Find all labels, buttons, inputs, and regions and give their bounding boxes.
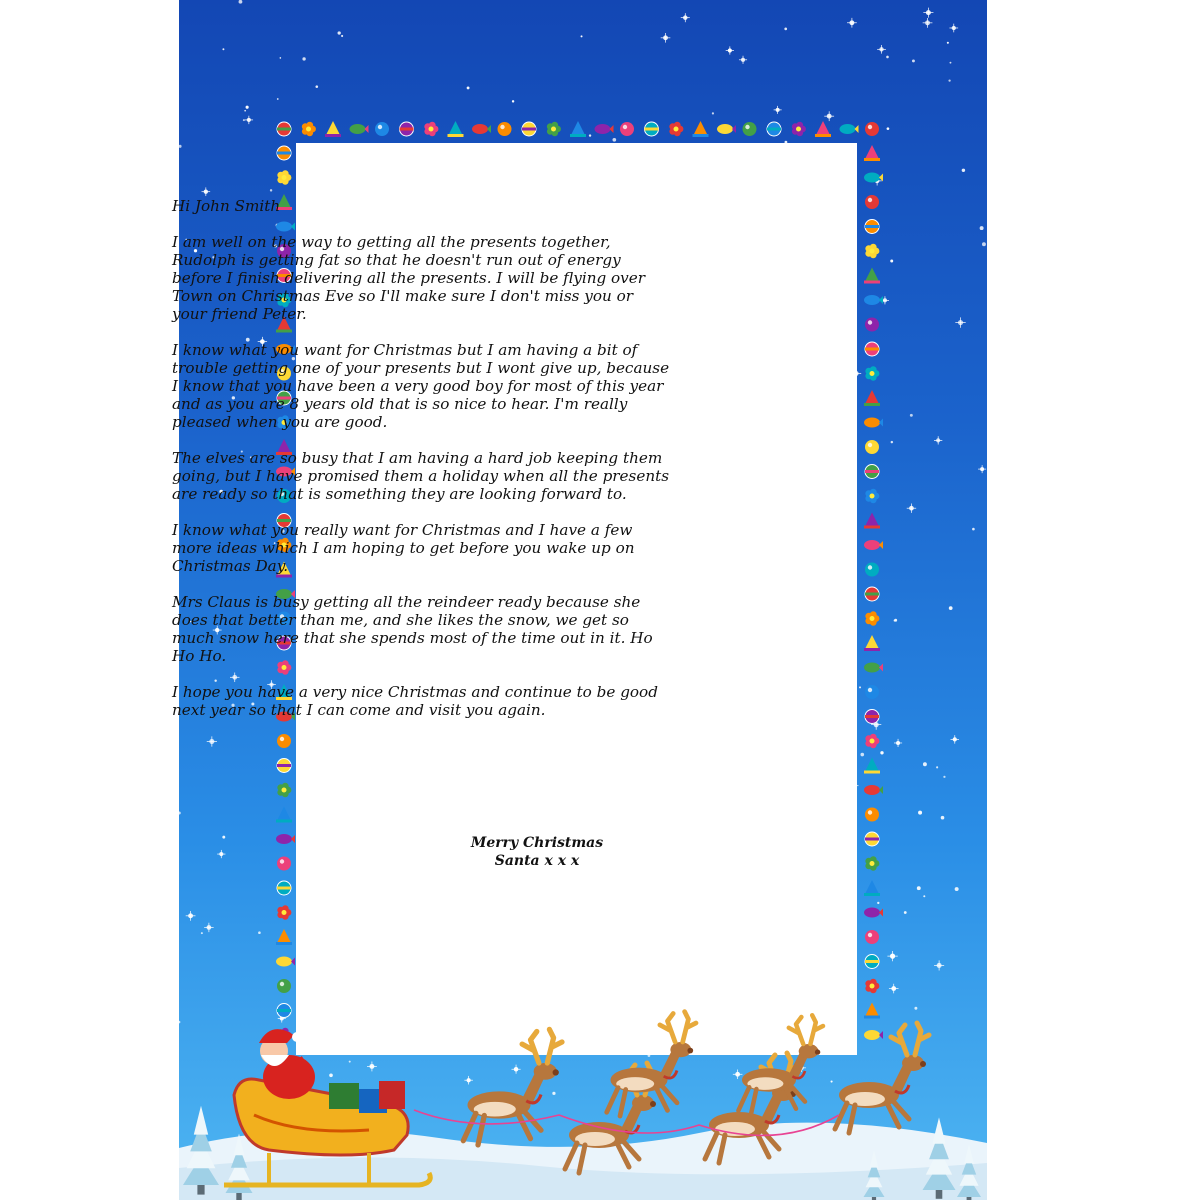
letter-closing: Merry Christmas — [470, 835, 604, 851]
star-icon — [661, 33, 671, 43]
star-icon — [949, 606, 953, 610]
moon-icon — [865, 808, 879, 822]
star-icon — [179, 145, 182, 148]
duck-icon — [865, 563, 879, 577]
star-icon — [338, 31, 341, 34]
candy-icon — [865, 465, 879, 479]
fir-tree-icon — [923, 1117, 956, 1198]
star-icon — [222, 48, 224, 50]
star-icon — [276, 929, 292, 945]
boat-icon — [424, 122, 438, 136]
star-icon — [498, 122, 512, 136]
rocket-icon — [865, 366, 879, 380]
letter-paragraph: The elves are so busy that I am having a hard job keeping them going, but I have promised them a holiday when all the presents are ready so that is something they are looking forward to. — [172, 449, 670, 503]
star-icon — [923, 762, 927, 766]
flower-icon — [277, 170, 291, 184]
flower-icon — [864, 145, 880, 161]
star-icon — [907, 503, 916, 512]
star-icon — [891, 441, 893, 443]
star-icon — [923, 895, 925, 897]
butterfly-icon — [864, 295, 883, 305]
butterfly-icon — [277, 905, 291, 919]
ball-icon — [865, 710, 879, 724]
star-icon — [951, 735, 960, 744]
flower-icon — [325, 121, 341, 137]
fish-icon — [669, 122, 683, 136]
star-icon — [784, 28, 787, 31]
ball-icon — [277, 146, 291, 160]
boat-icon — [864, 540, 883, 550]
fir-tree-icon — [957, 1144, 981, 1200]
rocket-icon — [547, 122, 561, 136]
heart-icon — [276, 957, 295, 967]
duck-icon — [277, 881, 291, 895]
fish-icon — [276, 807, 292, 823]
candy-icon — [350, 124, 369, 134]
letter-body — [172, 197, 672, 737]
star-icon — [934, 960, 944, 970]
airplane-icon — [570, 121, 586, 137]
flower-icon — [277, 759, 291, 773]
heart-icon — [865, 342, 879, 356]
fir-tree-icon — [183, 1106, 219, 1195]
star-icon — [894, 739, 902, 747]
rocket-icon — [865, 955, 879, 969]
butterfly-icon — [472, 124, 491, 134]
star-icon — [726, 46, 734, 54]
star-icon — [904, 911, 907, 914]
star-icon — [179, 812, 181, 815]
reindeer-icon — [463, 1029, 562, 1145]
boat-icon — [717, 124, 736, 134]
fir-tree-icon — [226, 1134, 253, 1200]
ball-icon — [595, 124, 614, 134]
star-icon — [887, 951, 897, 961]
star-icon — [982, 242, 986, 246]
star-icon — [847, 18, 857, 28]
letter-paragraph: I hope you have a very nice Christmas and continue to be good next year so that I can come and visit you again. — [172, 683, 658, 719]
star-icon — [467, 87, 470, 90]
rocket-icon — [840, 124, 859, 134]
moon-icon — [400, 122, 414, 136]
moon-icon — [864, 513, 880, 529]
santa-icon — [259, 1029, 315, 1099]
star-icon — [912, 59, 915, 62]
star-icon — [302, 57, 305, 60]
star-icon — [978, 465, 986, 473]
letter-signature: Santa x x x — [494, 853, 580, 869]
butterfly-icon — [864, 880, 880, 896]
star-icon — [864, 908, 883, 918]
airplane-icon — [864, 390, 880, 406]
star-icon — [936, 766, 938, 768]
boat-icon — [277, 857, 291, 871]
star-icon — [258, 931, 261, 934]
star-icon — [681, 13, 690, 22]
candy-icon — [864, 758, 880, 774]
star-icon — [739, 56, 747, 64]
star-icon — [792, 122, 806, 136]
star-icon — [280, 57, 282, 59]
star-icon — [243, 119, 245, 121]
star-icon — [245, 116, 253, 124]
letter-paragraph: I know what you really want for Christmas and I have a few more ideas which I am hoping to get before you wake up on Christmas Day. — [172, 521, 635, 575]
star-icon — [581, 35, 583, 37]
star-icon — [923, 18, 933, 28]
santa-and-reindeer-scene — [179, 985, 987, 1200]
star-icon — [934, 436, 942, 444]
duck-icon — [743, 122, 757, 136]
duck-icon — [864, 268, 880, 284]
boat-icon — [865, 832, 879, 846]
letter-greeting: Hi John Smith — [172, 197, 281, 215]
star-icon — [886, 56, 889, 59]
star-icon — [202, 187, 211, 196]
flower-icon — [620, 122, 634, 136]
letter-signoff — [447, 834, 627, 870]
star-icon — [217, 850, 225, 858]
letter-paragraph: Mrs Claus is busy getting all the reindeer ready because she does that better than me, and she likes the snow, we get so much snow here that she spends most of the time out in it. Ho Ho Ho. — [172, 593, 653, 665]
star-icon — [947, 42, 949, 44]
moon-icon — [276, 834, 295, 844]
star-icon — [186, 911, 196, 921]
candy-icon — [277, 783, 291, 797]
duck-icon — [448, 121, 464, 137]
boat-icon — [865, 244, 879, 258]
star-icon — [512, 100, 514, 102]
star-icon — [948, 79, 950, 81]
letter-paragraph: I am well on the way to getting all the presents together, Rudolph is getting fat so that he doesn't run out of energy before I finish delivering all the presents. I will be flying over Town on Christmas Eve so I'll make sure I don't miss you or your friend Peter. — [172, 233, 646, 323]
star-icon — [955, 887, 959, 891]
rocket-icon — [864, 663, 883, 673]
candy-icon — [645, 122, 659, 136]
star-icon — [341, 35, 343, 37]
star-icon — [949, 24, 958, 33]
star-icon — [239, 0, 243, 4]
star-icon — [941, 816, 945, 820]
fish-icon — [864, 785, 883, 795]
santa-sleigh-icon — [224, 1079, 430, 1185]
star-icon — [887, 127, 890, 130]
star-icon — [910, 414, 913, 417]
airplane-icon — [865, 685, 879, 699]
star-icon — [918, 811, 922, 815]
star-icon — [943, 776, 945, 778]
star-icon — [244, 110, 246, 112]
star-icon — [950, 62, 952, 64]
flower-icon — [865, 440, 879, 454]
flower-icon — [865, 734, 879, 748]
star-icon — [277, 98, 279, 100]
star-icon — [890, 260, 893, 263]
duck-icon — [865, 856, 879, 870]
butterfly-icon — [865, 587, 879, 601]
star-icon — [877, 45, 886, 54]
star-icon — [315, 85, 318, 88]
star-icon — [204, 923, 213, 932]
heart-icon — [864, 635, 880, 651]
moon-icon — [865, 220, 879, 234]
butterfly-icon — [767, 122, 781, 136]
airplane-icon — [865, 122, 879, 136]
letter-paragraph: I know what you want for Christmas but I am having a bit of trouble getting one of your presents but I wont give up, because I know that you have been a very good boy for most of this year and as you are 8 years old that is so nice to hear. I'm really pleased when you are good. — [172, 341, 670, 431]
heart-icon — [865, 930, 879, 944]
star-icon — [207, 736, 217, 746]
moon-icon — [693, 121, 709, 137]
star-icon — [246, 106, 249, 109]
star-icon — [865, 318, 879, 332]
star-icon — [894, 619, 896, 621]
fir-tree-icon — [864, 1151, 885, 1200]
ball-icon — [302, 122, 316, 136]
fish-icon — [865, 489, 879, 503]
star-icon — [201, 932, 203, 934]
star-icon — [962, 169, 965, 172]
star-icon — [972, 528, 975, 531]
star-icon — [980, 226, 984, 230]
airplane-icon — [277, 122, 291, 136]
star-icon — [865, 611, 879, 625]
reindeer-icon — [835, 1023, 929, 1133]
star-icon — [222, 836, 225, 839]
fish-icon — [375, 122, 389, 136]
fish-icon — [865, 195, 879, 209]
star-icon — [955, 317, 965, 327]
ball-icon — [864, 418, 883, 428]
star-icon — [923, 8, 933, 18]
heart-icon — [522, 122, 536, 136]
candy-icon — [864, 173, 883, 183]
heart-icon — [815, 121, 831, 137]
star-icon — [917, 886, 921, 890]
